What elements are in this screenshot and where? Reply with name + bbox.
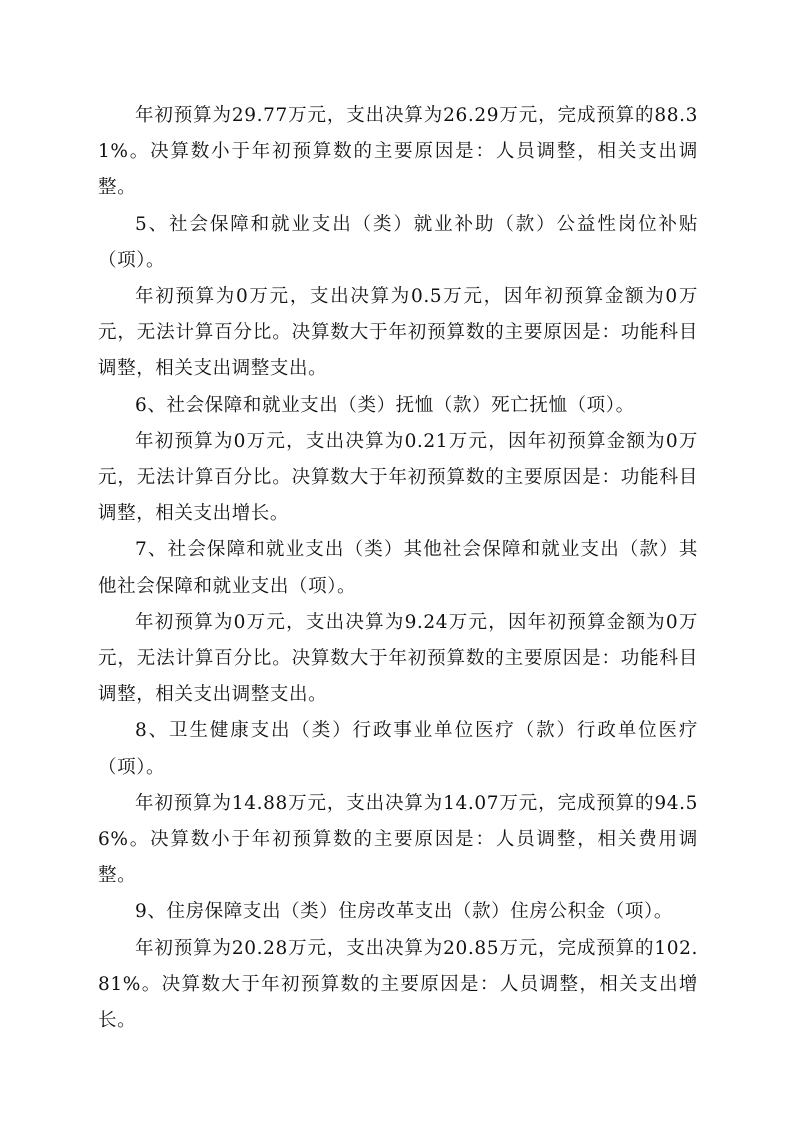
paragraph-item-9-detail: 年初预算为20.28万元，支出决算为20.85万元，完成预算的102.81%。决算数大于年初预算数的主要原因是：人员调整，相关支出增长。 (98, 937, 698, 1032)
paragraph-budget-item-4-detail: 年初预算为29.77万元，支出决算为26.29万元，完成预算的88.31%。决算数小于年初预算数的主要原因是：人员调整，相关支出调整。 (98, 105, 698, 199)
paragraph-item-7-detail: 年初预算为0万元，支出决算为9.24万元，因年初预算金额为0万元，无法计算百分比。决算数大于年初预算数的主要原因是：功能科目调整，相关支出调整支出。 (98, 611, 698, 706)
paragraph-item-8-detail: 年初预算为14.88万元，支出决算为14.07万元，完成预算的94.56%。决算数小于年初预算数的主要原因是：人员调整，相关费用调整。 (98, 792, 698, 887)
heading-item-8: 8、卫生健康支出（类）行政事业单位医疗（款）行政单位医疗（项）。 (98, 720, 698, 778)
heading-item-5: 5、社会保障和就业支出（类）就业补助（款）公益性岗位补贴（项）。 (98, 213, 698, 271)
paragraph-item-5-detail: 年初预算为0万元，支出决算为0.5万元，因年初预算金额为0万元，无法计算百分比。决算数大于年初预算数的主要原因是：功能科目调整，相关支出调整支出。 (98, 286, 698, 380)
paragraph-item-6-detail: 年初预算为0万元，支出决算为0.21万元，因年初预算金额为0万元，无法计算百分比。决算数大于年初预算数的主要原因是：功能科目调整，相关支出增长。 (98, 430, 698, 525)
heading-item-6: 6、社会保障和就业支出（类）抚恤（款）死亡抚恤（项）。 (135, 394, 635, 416)
document-body (98, 98, 698, 1039)
heading-item-9: 9、住房保障支出（类）住房改革支出（款）住房公积金（项）。 (135, 901, 673, 923)
heading-item-7: 7、社会保障和就业支出（类）其他社会保障和就业支出（款）其他社会保障和就业支出（项）。 (98, 539, 698, 597)
